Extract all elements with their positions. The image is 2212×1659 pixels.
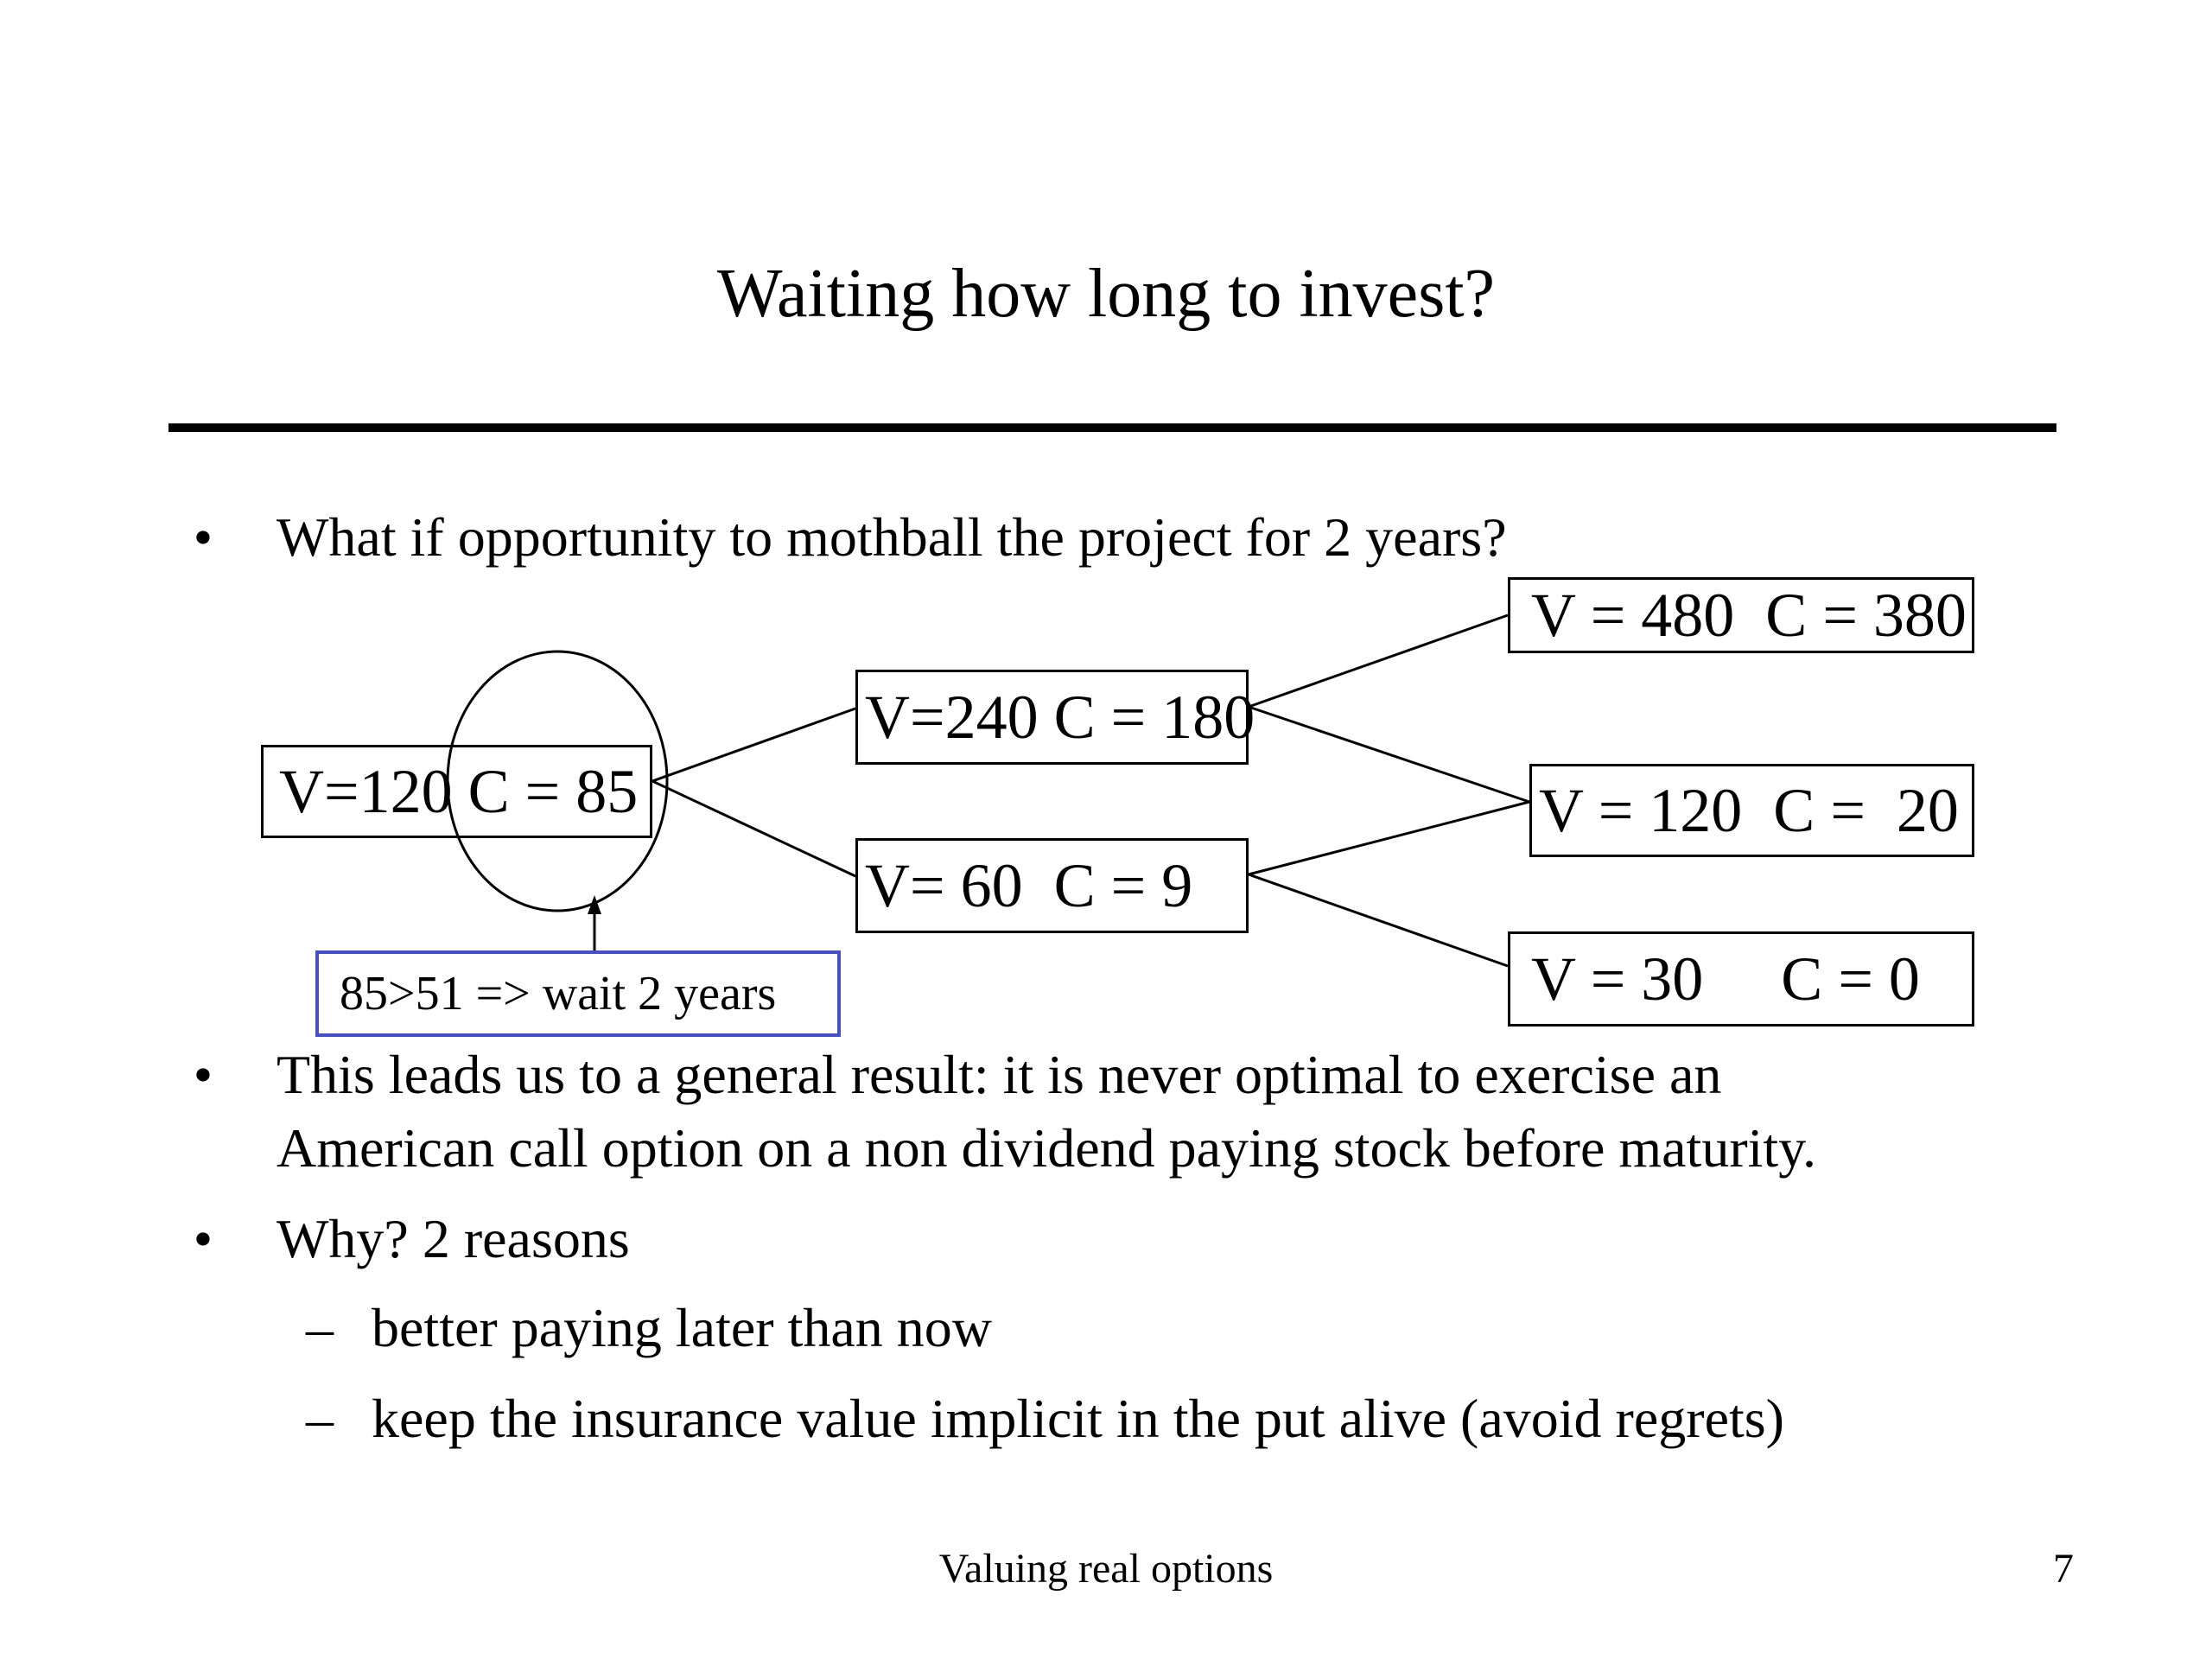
- bullet-marker: •: [193, 1208, 213, 1269]
- edge-down-downdown: [1249, 874, 1508, 966]
- node-downdown: V = 30 C = 0: [1508, 931, 1974, 1027]
- slide-title: Waiting how long to invest?: [716, 256, 1496, 332]
- sub-bullet-marker: –: [306, 1388, 334, 1449]
- node-down: V= 60 C = 9: [855, 838, 1249, 933]
- edge-up-middle: [1249, 707, 1529, 802]
- page-number: 7: [2053, 1546, 2074, 1592]
- node-middle: V = 120 C = 20: [1529, 764, 1974, 857]
- node-up: V=240 C = 180: [855, 670, 1249, 765]
- wait-annotation-box: 85>51 => wait 2 years: [315, 950, 841, 1037]
- bullet-mothball-question: What if opportunity to mothball the project for 2 years?: [276, 506, 1507, 568]
- bullet-marker: •: [193, 1044, 213, 1105]
- sub-bullet-insurance-value: keep the insurance value implicit in the put alive (avoid regrets): [372, 1388, 1784, 1449]
- node-upup: V = 480 C = 380: [1508, 577, 1974, 653]
- bullet-marker: •: [193, 506, 213, 568]
- bullet-general-result-line2: American call option on a non dividend paying stock before maturity.: [276, 1117, 1817, 1179]
- bullet-why-reasons: Why? 2 reasons: [276, 1208, 630, 1269]
- edge-down-middle: [1249, 802, 1529, 874]
- sub-bullet-marker: –: [306, 1297, 334, 1358]
- sub-bullet-paying-later: better paying later than now: [372, 1297, 992, 1358]
- edge-root-up: [652, 709, 855, 781]
- footer-title: Valuing real options: [938, 1546, 1274, 1592]
- bullet-general-result-line1: This leads us to a general result: it is never optimal to exercise an: [276, 1044, 1722, 1105]
- edge-up-upup: [1249, 615, 1508, 707]
- node-root: V=120 C = 85: [261, 745, 652, 838]
- edge-root-down: [652, 781, 855, 876]
